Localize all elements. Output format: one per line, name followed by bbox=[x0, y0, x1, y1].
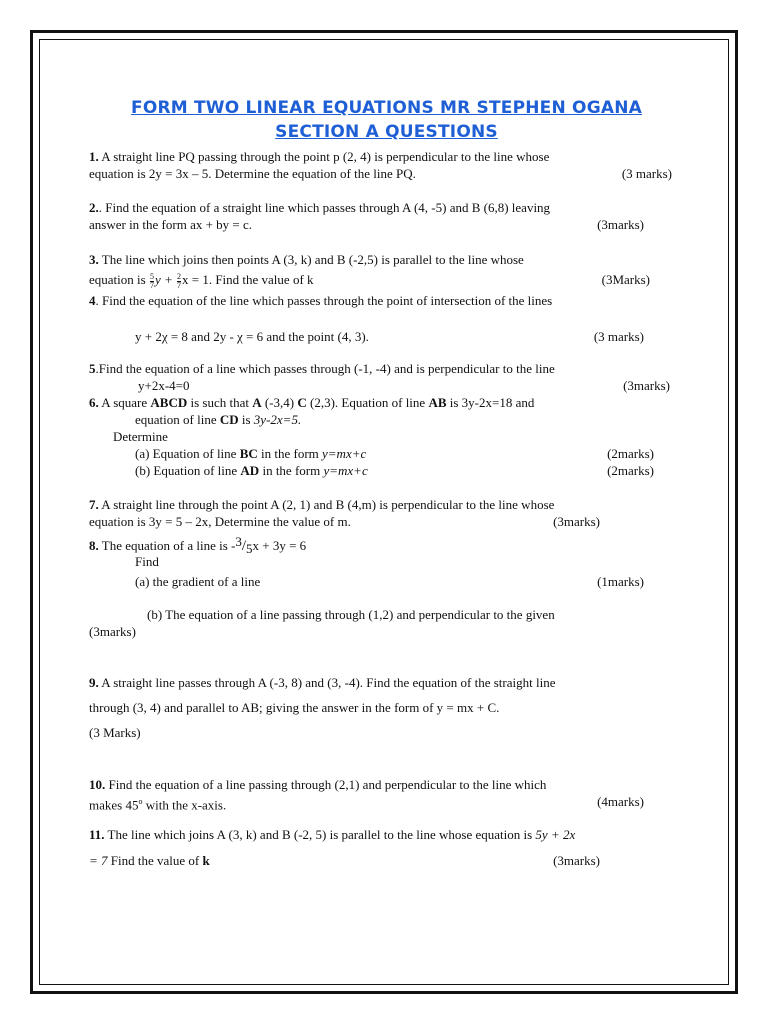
point-c: C bbox=[297, 395, 307, 410]
question-5-line-2 bbox=[138, 377, 684, 394]
question-2-line-2 bbox=[89, 216, 684, 233]
question-10-text-2: makes 45 bbox=[89, 797, 139, 813]
fraction-slash: / bbox=[241, 538, 247, 554]
question-3-text-1: The line which joins then points A (3, k) and B (-2,5) is parallel to the line whose bbox=[98, 252, 524, 267]
question-7-line-2 bbox=[89, 513, 684, 530]
square-name: ABCD bbox=[150, 395, 188, 410]
question-5-marks: (3marks) bbox=[623, 378, 670, 393]
line-ad: AD bbox=[240, 463, 260, 478]
form-expression: y=mx+c bbox=[323, 463, 368, 478]
question-6-text: is 3y-2x=18 and bbox=[446, 395, 535, 410]
question-3-line-1 bbox=[89, 251, 684, 268]
question-10-text-2: with the x-axis. bbox=[142, 797, 227, 813]
question-5-text-1: .Find the equation of a line which passes through (-1, -4) and is perpendicular to the line bbox=[95, 361, 555, 376]
question-4-text-2: y + 2χ = 8 and 2y - χ = 6 and the point (4, 3). bbox=[135, 329, 369, 344]
fraction-denominator: 7 bbox=[149, 280, 154, 290]
question-6a-marks: (2marks) bbox=[607, 446, 654, 461]
question-6-text: is bbox=[238, 412, 254, 427]
line-cd: CD bbox=[219, 412, 239, 427]
fraction-denominator: 7 bbox=[176, 280, 181, 290]
question-7-number: 7. bbox=[89, 497, 99, 512]
question-3-text-2b: x = 1. Find the value of k bbox=[181, 272, 314, 287]
question-10-line-2 bbox=[89, 793, 684, 813]
question-2-marks: (3marks) bbox=[597, 217, 644, 232]
question-3-line-2 bbox=[89, 271, 684, 290]
question-6-text: (2,3). Equation of line bbox=[306, 395, 429, 410]
question-11-line-2 bbox=[89, 852, 684, 869]
question-2-line-1 bbox=[89, 199, 684, 216]
question-11-number: 11. bbox=[89, 827, 105, 842]
question-6b-text: (b) Equation of line bbox=[135, 463, 241, 478]
fraction-2-7 bbox=[177, 273, 181, 290]
question-5-line-1 bbox=[89, 360, 684, 377]
worksheet-content bbox=[89, 96, 684, 868]
question-1-line-2 bbox=[89, 165, 684, 182]
question-9-text-1: A straight line passes through A (-3, 8) and (3, -4). Find the equation of the straight line bbox=[98, 675, 556, 690]
variable-k: k bbox=[202, 853, 210, 868]
fraction-5-7 bbox=[150, 273, 154, 290]
question-6-text: equation of line bbox=[135, 412, 220, 427]
question-7-text-1: A straight line through the point A (2, 1) and B (4,m) is perpendicular to the line whose bbox=[98, 497, 555, 512]
question-4-number: 4 bbox=[89, 293, 96, 308]
fraction-numerator: 2 bbox=[176, 271, 181, 281]
question-6-text: is such that bbox=[187, 395, 253, 410]
question-11-equation: 5y + 2x bbox=[535, 827, 576, 842]
question-4-line-2 bbox=[135, 328, 684, 345]
question-1-number: 1. bbox=[89, 149, 99, 164]
question-8-equation: x + 3y = 6 bbox=[252, 538, 307, 553]
form-expression: y=mx+c bbox=[322, 446, 367, 461]
question-9-marks: (3 Marks) bbox=[89, 725, 141, 740]
question-3-marks: (3Marks) bbox=[601, 272, 650, 287]
question-7-marks: (3marks) bbox=[553, 514, 600, 529]
question-10-number: 10. bbox=[89, 777, 106, 792]
question-5-number: 5 bbox=[89, 361, 96, 376]
question-6b-marks: (2marks) bbox=[607, 463, 654, 478]
question-4-line-1 bbox=[89, 292, 684, 309]
question-3-text-2a: equation is bbox=[89, 272, 149, 287]
question-11-text-2: Find the value of bbox=[107, 853, 203, 868]
question-7-line-1 bbox=[89, 496, 684, 513]
question-1-line-1 bbox=[89, 148, 684, 165]
question-9-line-2: through (3, 4) and parallel to AB; giving the answer in the form of y = mx + C. bbox=[89, 700, 500, 715]
question-4-marks: (3 marks) bbox=[593, 329, 644, 344]
question-1-marks: (3 marks) bbox=[621, 166, 672, 181]
question-6-part-a bbox=[135, 445, 684, 462]
question-2-text-2: answer in the form ax + by = c. bbox=[89, 217, 253, 232]
question-10-text-1: Find the equation of a line passing through (2,1) and perpendicular to the line which bbox=[105, 777, 547, 792]
question-5-text-2: y+2x-4=0 bbox=[138, 378, 190, 393]
question-8-part-a bbox=[135, 573, 684, 590]
question-11-marks: (3marks) bbox=[553, 853, 600, 868]
question-6-text: A square bbox=[98, 395, 151, 410]
question-6-number: 6. bbox=[89, 395, 99, 410]
question-3-number: 3. bbox=[89, 252, 99, 267]
question-3-mid: y + bbox=[154, 272, 176, 287]
question-11-line-1 bbox=[89, 826, 684, 843]
question-6-text: (-3,4) bbox=[261, 395, 298, 410]
fraction-denominator: 5 bbox=[246, 541, 253, 556]
fraction-numerator: 5 bbox=[149, 271, 154, 281]
line-bc: BC bbox=[239, 446, 258, 461]
line-ab: AB bbox=[428, 395, 447, 410]
question-2-text-1: . Find the equation of a straight line which passes through A (4, -5) and B (6,8) leaving bbox=[98, 200, 551, 215]
question-1-text-1: A straight line PQ passing through the point p (2, 4) is perpendicular to the line whose bbox=[98, 149, 550, 164]
question-6-line-2 bbox=[135, 411, 684, 428]
question-4-text-1: . Find the equation of the line which passes through the point of intersection of the lines bbox=[95, 293, 553, 308]
question-8a-text: (a) the gradient of a line bbox=[135, 574, 261, 589]
question-8-part-b: (b) The equation of a line passing through (1,2) and perpendicular to the given bbox=[147, 607, 555, 622]
section-heading: SECTION A QUESTIONS bbox=[275, 122, 498, 142]
question-6-determine: Determine bbox=[113, 429, 168, 444]
question-9-line-1 bbox=[89, 674, 684, 691]
question-6-part-b bbox=[135, 462, 684, 479]
question-10-marks: (4marks) bbox=[597, 794, 644, 809]
fraction-numerator: 3 bbox=[235, 534, 242, 549]
question-6-line-1 bbox=[89, 394, 684, 411]
point-a: A bbox=[252, 395, 262, 410]
question-8-part-b-marks: (3marks) bbox=[89, 624, 136, 639]
question-2-number: 2. bbox=[89, 200, 99, 215]
question-7-text-2: equation is 3y = 5 – 2x, Determine the value of m. bbox=[89, 514, 351, 529]
question-8-number: 8. bbox=[89, 538, 99, 553]
question-11-equation-end: = 7 bbox=[89, 853, 108, 868]
question-8-find: Find bbox=[135, 554, 159, 569]
question-10-line-1 bbox=[89, 776, 684, 793]
line-cd-equation: 3y-2x=5. bbox=[253, 412, 302, 427]
question-1-text-2: equation is 2y = 3x – 5. Determine the equation of the line PQ. bbox=[89, 166, 416, 181]
degree-symbol: o bbox=[138, 797, 143, 806]
question-8-text: The equation of a line is - bbox=[98, 538, 236, 553]
question-9-number: 9. bbox=[89, 675, 99, 690]
worksheet-title: FORM TWO LINEAR EQUATIONS MR STEPHEN OGANA bbox=[131, 98, 642, 118]
question-6a-text: in the form bbox=[257, 446, 323, 461]
question-6b-text: in the form bbox=[259, 463, 324, 478]
question-6a-text: (a) Equation of line bbox=[135, 446, 240, 461]
question-8a-marks: (1marks) bbox=[597, 574, 644, 589]
question-11-text-1: The line which joins A (3, k) and B (-2, 5) is parallel to the line whose equation is bbox=[104, 827, 536, 842]
